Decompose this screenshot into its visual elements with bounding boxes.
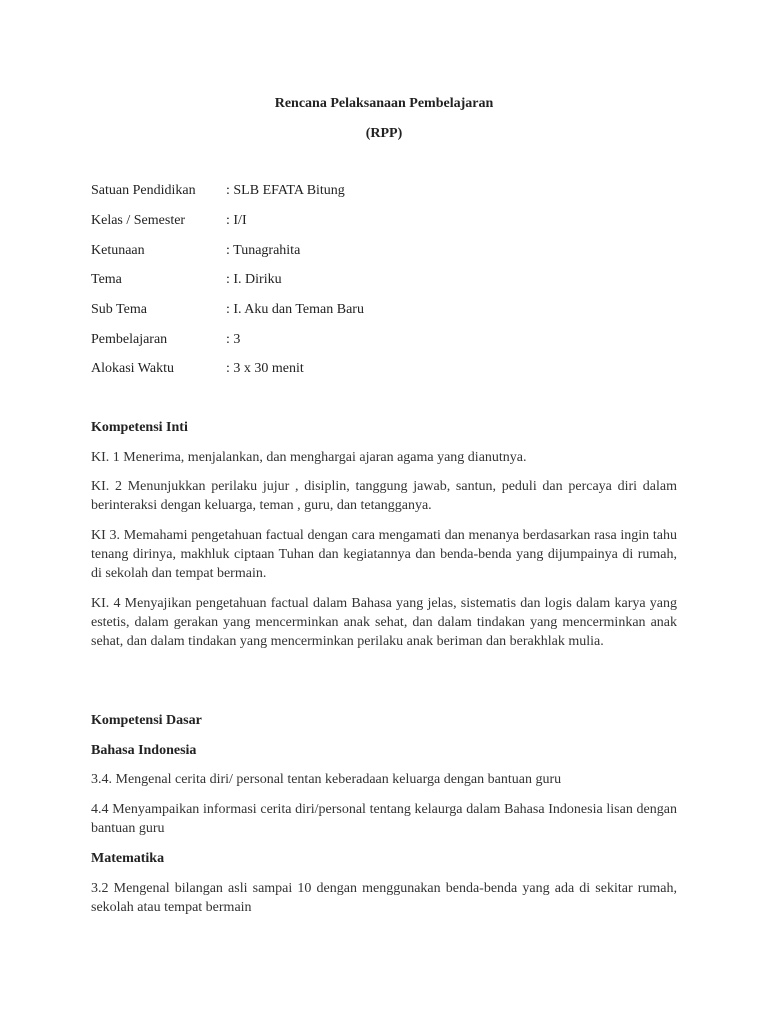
info-value: : 3 <box>226 332 241 347</box>
info-value: : I/I <box>226 213 247 228</box>
info-label: Tema <box>91 272 122 287</box>
info-label: Sub Tema <box>91 302 147 317</box>
ki-item-1: KI. 1 Menerima, menjalankan, dan menghargai ajaran agama yang dianutnya. <box>91 450 527 465</box>
info-value: : I. Aku dan Teman Baru <box>226 302 364 317</box>
kd-bahasa-item-2: 4.4 Menyampaikan informasi cerita diri/personal tentang kelaurga dalam Bahasa Indonesia lisan dengan bantuan guru <box>91 802 677 836</box>
matematika-heading: Matematika <box>91 851 165 866</box>
info-label: Satuan Pendidikan <box>91 183 196 198</box>
info-value: : SLB EFATA Bitung <box>226 183 345 198</box>
bahasa-indonesia-heading: Bahasa Indonesia <box>91 743 197 758</box>
document-title: Rencana Pelaksanaan Pembelajaran <box>274 96 494 111</box>
info-label: Ketunaan <box>91 243 145 258</box>
ki-item-4: KI. 4 Menyajikan pengetahuan factual dalam Bahasa yang jelas, sistematis dan logis dalam karya yang estetis, dalam gerakan yang mencerminkan anak sehat, dan dalam tindakan yang mencerminkan anak sehat, dan dalam tindakan yang mencerminkan perilaku anak beriman dan berakhlak mulia. <box>91 596 677 649</box>
info-value: : I. Diriku <box>226 272 282 287</box>
info-label: Alokasi Waktu <box>91 361 174 376</box>
ki-item-2: KI. 2 Menunjukkan perilaku jujur , disiplin, tanggung jawab, santun, peduli dan percaya diri dalam berinteraksi dengan keluarga, teman , guru, dan tetangganya. <box>91 479 677 513</box>
kd-matematika-item-1: 3.2 Mengenal bilangan asli sampai 10 dengan menggunakan benda-benda yang ada di sekitar rumah, sekolah atau tempat bermain <box>91 881 677 915</box>
kd-bahasa-item-1: 3.4. Mengenal cerita diri/ personal tentan keberadaan keluarga dengan bantuan guru <box>91 772 562 787</box>
info-label: Pembelajaran <box>91 332 168 347</box>
ki-item-3: KI 3. Memahami pengetahuan factual dengan cara mengamati dan menanya berdasarkan rasa ingin tahu tenang dirinya, makhluk ciptaan Tuhan dan kegiatannya dan benda-benda yang dijumpainya di rumah, di sekolah dan tempat bermain. <box>91 528 677 581</box>
document-subtitle: (RPP) <box>365 126 403 141</box>
info-value: : Tunagrahita <box>226 243 301 258</box>
info-value: : 3 x 30 menit <box>226 361 304 376</box>
kompetensi-inti-heading: Kompetensi Inti <box>91 420 188 435</box>
info-label: Kelas / Semester <box>91 213 186 228</box>
kompetensi-dasar-heading: Kompetensi Dasar <box>91 713 202 728</box>
